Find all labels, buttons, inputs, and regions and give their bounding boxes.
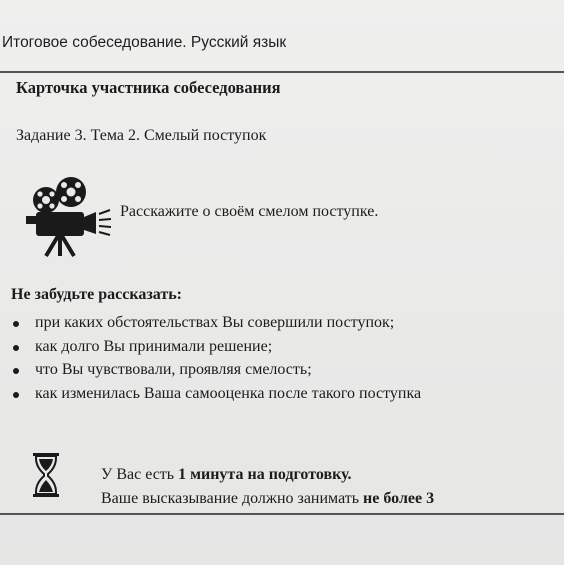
task-prompt: Расскажите о своём смелом поступке.: [120, 203, 379, 220]
answer-limit-emphasis: не более 3: [363, 490, 435, 507]
card-title: Карточка участника собеседования: [16, 78, 281, 97]
list-item: что Вы чувствовали, проявляя смелость;: [11, 358, 421, 382]
bullet-icon: [13, 345, 19, 351]
answer-limit-text: Ваше высказывание должно занимать не более 3: [101, 490, 435, 507]
reminder-heading: Не забудьте рассказать:: [11, 286, 183, 303]
bullet-icon: [13, 392, 19, 398]
task-topic-line: Задание 3. Тема 2. Смелый поступок: [16, 127, 267, 144]
preparation-time-text: У Вас есть 1 минута на подготовку.: [101, 466, 352, 483]
list-item: как долго Вы принимали решение;: [11, 335, 421, 359]
hourglass-icon: [31, 452, 61, 498]
film-camera-icon: [20, 172, 112, 258]
header-divider: [0, 71, 564, 73]
list-item: при каких обстоятельствах Вы совершили поступок;: [11, 311, 421, 335]
footer-divider: [0, 513, 564, 515]
bullet-icon: [13, 321, 19, 327]
preparation-time-emphasis: 1 минута на подготовку.: [178, 466, 352, 483]
reminder-list: [11, 311, 421, 405]
list-item: как изменилась Ваша самооценка после такого поступка: [11, 382, 421, 406]
page-header-title: Итоговое собеседование. Русский язык: [2, 34, 287, 51]
bullet-icon: [13, 368, 19, 374]
